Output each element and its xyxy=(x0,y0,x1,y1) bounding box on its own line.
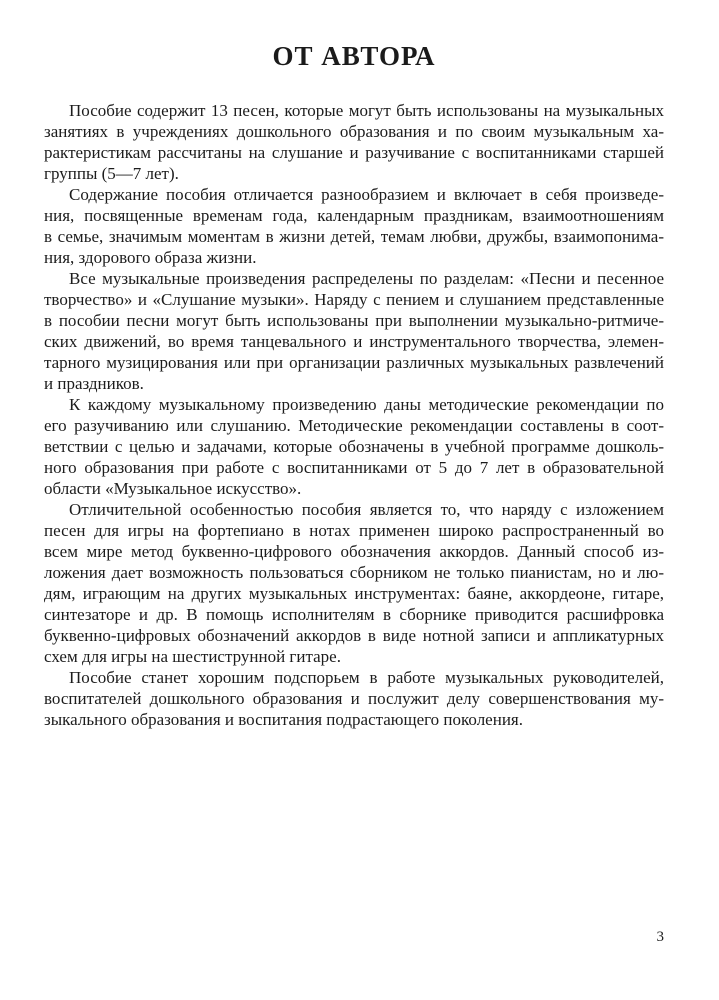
text-line: занятиях в учреждениях дошкольного образования и по своим музыкальным ха- xyxy=(44,122,664,141)
paragraph xyxy=(44,184,664,268)
text-line: К каждому музыкальному произведению даны методические рекомендации по xyxy=(69,395,664,414)
text-line: воспитателей дошкольного образования и послужит делу совершенствования му- xyxy=(44,689,664,708)
text-line: его разучиванию или слушанию. Методические рекомендации составлены в соот- xyxy=(44,416,664,435)
text-line: песен для игры на фортепиано в нотах применен широко распространенный во xyxy=(44,521,664,540)
paragraph xyxy=(44,394,664,499)
text-line: Пособие станет хорошим подспорьем в работе музыкальных руководителей, xyxy=(69,668,664,687)
text-line: области «Музыкальное искусство». xyxy=(44,479,302,498)
text-line: буквенно-цифровых обозначений аккордов в виде нотной записи и аппликатурных xyxy=(44,626,664,645)
paragraph xyxy=(44,499,664,667)
text-line: Отличительной особенностью пособия является то, что наряду с изложением xyxy=(69,500,664,519)
text-line: Содержание пособия отличается разнообразием и включает в себя произведе- xyxy=(69,185,664,204)
text-line: тарного музицирования или при организации различных музыкальных развлечений xyxy=(44,353,664,372)
text-line: в семье, значимым моментам в жизни детей, темам любви, дружбы, взаимопонима- xyxy=(44,227,664,246)
text-line: всем мире метод буквенно-цифрового обозначения аккордов. Данный способ из- xyxy=(44,542,664,561)
text-line: Все музыкальные произведения распределены по разделам: «Песни и песенное xyxy=(69,269,664,288)
text-line: группы (5—7 лет). xyxy=(44,164,179,183)
paragraph xyxy=(44,667,664,730)
text-line: творчество» и «Слушание музыки». Наряду с пением и слушанием представленные xyxy=(44,290,664,309)
body-text xyxy=(44,100,664,730)
text-line: в пособии песни могут быть использованы при выполнении музыкально-ритмиче- xyxy=(44,311,664,330)
page-number: 3 xyxy=(656,929,664,945)
text-line: и праздников. xyxy=(44,374,144,393)
text-line: ветствии с целью и задачами, которые обозначены в учебной программе дошколь- xyxy=(44,437,664,456)
text-line: рактеристикам рассчитаны на слушание и разучивание с воспитанниками старшей xyxy=(44,143,664,162)
text-line: ния, здорового образа жизни. xyxy=(44,248,257,267)
text-line: дям, играющим на других музыкальных инструментах: баяне, аккордеоне, гитаре, xyxy=(44,584,664,603)
text-line: ложения дает возможность пользоваться сборником не только пианистам, но и лю- xyxy=(44,563,664,582)
text-line: ния, посвященные временам года, календарным праздникам, взаимоотношениям xyxy=(44,206,664,225)
text-line: ного образования при работе с воспитанниками от 5 до 7 лет в образовательной xyxy=(44,458,664,477)
page-title: ОТ АВТОРА xyxy=(272,41,436,71)
text-line: зыкального образования и воспитания подрастающего поколения. xyxy=(44,710,523,729)
text-line: ских движений, во время танцевального и инструментального творчества, элемен- xyxy=(44,332,664,351)
paragraph xyxy=(44,268,664,394)
text-line: схем для игры на шестиструнной гитаре. xyxy=(44,647,341,666)
text-line: синтезаторе и др. В помощь исполнителям в сборнике приводится расшифровка xyxy=(44,605,664,624)
paragraph xyxy=(44,100,664,184)
text-line: Пособие содержит 13 песен, которые могут быть использованы на музыкальных xyxy=(69,101,664,120)
